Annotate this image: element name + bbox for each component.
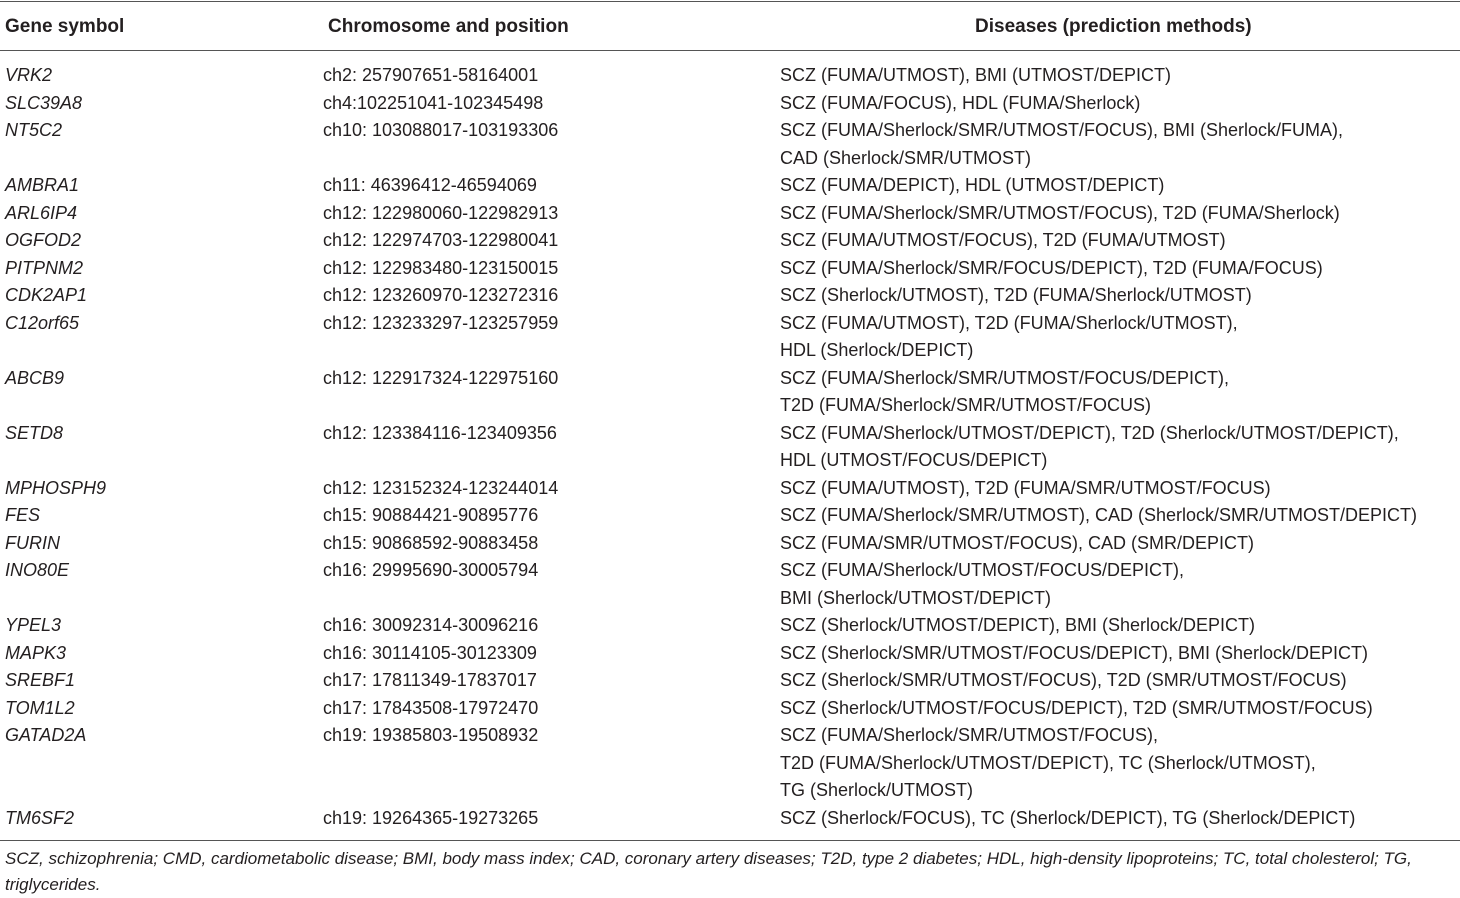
header-diseases: Diseases (prediction methods)	[975, 16, 1252, 37]
gene-symbol-cell: ABCB9	[5, 367, 65, 388]
diseases-cell	[780, 502, 1417, 530]
diseases-cell	[780, 722, 1316, 805]
diseases-line: SCZ (FUMA/Sherlock/SMR/UTMOST), CAD (Sherlock/SMR/UTMOST/DEPICT)	[780, 505, 1418, 525]
gene-symbol-cell: SLC39A8	[5, 92, 83, 113]
table-row	[0, 502, 1460, 530]
diseases-cell	[780, 530, 1254, 558]
gene-symbol-cell: FURIN	[5, 532, 60, 553]
gene-symbol-cell: OGFOD2	[5, 230, 82, 250]
gene-symbol-cell: YPEL3	[5, 615, 62, 635]
table-row	[0, 530, 1460, 558]
table-row	[0, 227, 1460, 255]
chromosome-position-cell: ch17: 17811349-17837017	[323, 670, 537, 690]
diseases-cell	[780, 310, 1238, 365]
table-row	[0, 420, 1460, 475]
table-row	[0, 200, 1460, 228]
diseases-cell	[780, 200, 1340, 228]
gene-symbol-cell: TM6SF2	[5, 807, 75, 828]
chromosome-position-cell: ch12: 123260970-123272316	[323, 285, 559, 305]
diseases-line: HDL (UTMOST/FOCUS/DEPICT)	[780, 450, 1048, 470]
diseases-line: BMI (Sherlock/UTMOST/DEPICT)	[780, 587, 1052, 608]
diseases-line: TG (Sherlock/UTMOST)	[780, 780, 974, 800]
diseases-cell	[780, 282, 1252, 310]
chromosome-position-cell: ch12: 123233297-123257959	[323, 312, 559, 333]
chromosome-position-cell: ch12: 122980060-122982913	[323, 202, 559, 223]
chromosome-position-cell: ch10: 103088017-103193306	[323, 120, 559, 140]
table-row	[0, 62, 1460, 90]
footnote: SCZ, schizophrenia; CMD, cardiometabolic disease; BMI, body mass index; CAD, coronary artery diseases; T2D, type 2 diabetes; HDL, high-density lipoproteins; TC, total cholesterol; TG, triglycerides.	[5, 849, 1412, 894]
diseases-line: SCZ (FUMA/Sherlock/SMR/UTMOST/FOCUS), T2D (FUMA/Sherlock)	[780, 202, 1340, 223]
diseases-line: SCZ (Sherlock/SMR/UTMOST/FOCUS), T2D (SMR/UTMOST/FOCUS)	[780, 670, 1347, 690]
diseases-line: SCZ (FUMA/UTMOST), BMI (UTMOST/DEPICT)	[780, 65, 1171, 85]
table-row	[0, 365, 1460, 420]
diseases-cell	[780, 475, 1271, 503]
table-row	[0, 612, 1460, 640]
diseases-cell	[780, 695, 1373, 723]
gene-symbol-cell: MPHOSPH9	[5, 477, 107, 498]
gene-symbol-cell: CDK2AP1	[5, 285, 88, 305]
gene-symbol-cell: FES	[5, 505, 41, 525]
gene-symbol-cell: TOM1L2	[5, 697, 75, 718]
header-gene-symbol: Gene symbol	[5, 16, 125, 37]
diseases-line: SCZ (FUMA/Sherlock/SMR/UTMOST/FOCUS), BMI (Sherlock/FUMA),	[780, 120, 1344, 140]
diseases-cell	[780, 172, 1164, 200]
header-rule	[0, 50, 1460, 51]
diseases-cell	[780, 420, 1399, 475]
chromosome-position-cell: ch11: 46396412-46594069	[323, 175, 537, 195]
gene-symbol-cell: C12orf65	[5, 312, 80, 333]
diseases-line: SCZ (FUMA/Sherlock/SMR/FOCUS/DEPICT), T2D (FUMA/FOCUS)	[780, 257, 1323, 278]
diseases-cell	[780, 227, 1226, 255]
table-row	[0, 117, 1460, 172]
diseases-line: SCZ (Sherlock/UTMOST/DEPICT), BMI (Sherlock/DEPICT)	[780, 615, 1256, 635]
diseases-cell	[780, 62, 1171, 90]
chromosome-position-cell: ch12: 122917324-122975160	[323, 367, 559, 388]
diseases-line: SCZ (Sherlock/FOCUS), TC (Sherlock/DEPICT), TG (Sherlock/DEPICT)	[780, 807, 1356, 828]
diseases-line: SCZ (Sherlock/UTMOST), T2D (FUMA/Sherlock/UTMOST)	[780, 285, 1252, 305]
diseases-line: SCZ (FUMA/UTMOST/FOCUS), T2D (FUMA/UTMOST)	[780, 230, 1226, 250]
table-row	[0, 310, 1460, 365]
table-row	[0, 667, 1460, 695]
header-chromosome-position: Chromosome and position	[328, 16, 569, 37]
table-row	[0, 475, 1460, 503]
gene-symbol-cell: AMBRA1	[5, 175, 80, 195]
gene-symbol-cell: MAPK3	[5, 642, 67, 663]
table-body	[0, 62, 1460, 832]
diseases-line: SCZ (FUMA/DEPICT), HDL (UTMOST/DEPICT)	[780, 175, 1165, 195]
chromosome-position-cell: ch19: 19385803-19508932	[323, 725, 539, 745]
diseases-line: SCZ (FUMA/FOCUS), HDL (FUMA/Sherlock)	[780, 92, 1141, 113]
diseases-line: SCZ (FUMA/SMR/UTMOST/FOCUS), CAD (SMR/DEPICT)	[780, 532, 1254, 553]
diseases-line: T2D (FUMA/Sherlock/UTMOST/DEPICT), TC (Sherlock/UTMOST),	[780, 752, 1316, 773]
diseases-cell	[780, 117, 1343, 172]
chromosome-position-cell: ch16: 30092314-30096216	[323, 615, 539, 635]
diseases-line: SCZ (Sherlock/UTMOST/FOCUS/DEPICT), T2D (SMR/UTMOST/FOCUS)	[780, 697, 1373, 718]
diseases-line: SCZ (FUMA/Sherlock/UTMOST/FOCUS/DEPICT),	[780, 560, 1185, 580]
table-row	[0, 255, 1460, 283]
chromosome-position-cell: ch16: 29995690-30005794	[323, 560, 539, 580]
chromosome-position-cell: ch2: 257907651-58164001	[323, 65, 539, 85]
chromosome-position-cell: ch12: 122983480-123150015	[323, 257, 559, 278]
chromosome-position-cell: ch17: 17843508-17972470	[323, 697, 539, 718]
gene-symbol-cell: INO80E	[5, 560, 70, 580]
diseases-line: HDL (Sherlock/DEPICT)	[780, 340, 974, 360]
diseases-line: SCZ (Sherlock/SMR/UTMOST/FOCUS/DEPICT), BMI (Sherlock/DEPICT)	[780, 642, 1369, 663]
table-row	[0, 805, 1460, 833]
diseases-line: SCZ (FUMA/Sherlock/SMR/UTMOST/FOCUS/DEPICT),	[780, 367, 1230, 388]
top-rule	[0, 1, 1460, 2]
diseases-line: SCZ (FUMA/Sherlock/UTMOST/DEPICT), T2D (Sherlock/UTMOST/DEPICT),	[780, 422, 1399, 443]
diseases-cell	[780, 612, 1255, 640]
gene-symbol-cell: VRK2	[5, 65, 53, 85]
chromosome-position-cell: ch19: 19264365-19273265	[323, 807, 539, 828]
gene-symbol-cell: SREBF1	[5, 670, 76, 690]
table-row	[0, 282, 1460, 310]
diseases-line: T2D (FUMA/Sherlock/SMR/UTMOST/FOCUS)	[780, 395, 1152, 415]
diseases-line: SCZ (FUMA/Sherlock/SMR/UTMOST/FOCUS),	[780, 725, 1159, 745]
chromosome-position-cell: ch12: 122974703-122980041	[323, 230, 559, 250]
diseases-line: CAD (Sherlock/SMR/UTMOST)	[780, 147, 1032, 168]
diseases-line: SCZ (FUMA/UTMOST), T2D (FUMA/SMR/UTMOST/FOCUS)	[780, 477, 1271, 498]
gene-symbol-cell: NT5C2	[5, 120, 63, 140]
diseases-cell	[780, 557, 1184, 612]
chromosome-position-cell: ch12: 123152324-123244014	[323, 477, 559, 498]
diseases-line: SCZ (FUMA/UTMOST), T2D (FUMA/Sherlock/UTMOST),	[780, 312, 1238, 333]
diseases-cell	[780, 640, 1368, 668]
table-row	[0, 172, 1460, 200]
chromosome-position-cell: ch12: 123384116-123409356	[323, 422, 557, 443]
diseases-cell	[780, 255, 1323, 283]
gene-symbol-cell: ARL6IP4	[5, 202, 78, 223]
table-row	[0, 90, 1460, 118]
chromosome-position-cell: ch16: 30114105-30123309	[323, 642, 537, 663]
chromosome-position-cell: ch15: 90884421-90895776	[323, 505, 539, 525]
gene-symbol-cell: SETD8	[5, 422, 64, 443]
chromosome-position-cell: ch4:102251041-102345498	[323, 92, 544, 113]
gene-symbol-cell: GATAD2A	[5, 725, 87, 745]
diseases-cell	[780, 805, 1355, 833]
table-row	[0, 695, 1460, 723]
diseases-cell	[780, 90, 1140, 118]
chromosome-position-cell: ch15: 90868592-90883458	[323, 532, 539, 553]
table-row	[0, 640, 1460, 668]
table-row	[0, 722, 1460, 805]
diseases-cell	[780, 365, 1229, 420]
table-row	[0, 557, 1460, 612]
diseases-cell	[780, 667, 1347, 695]
gene-symbol-cell: PITPNM2	[5, 257, 84, 278]
bottom-rule	[0, 840, 1460, 841]
